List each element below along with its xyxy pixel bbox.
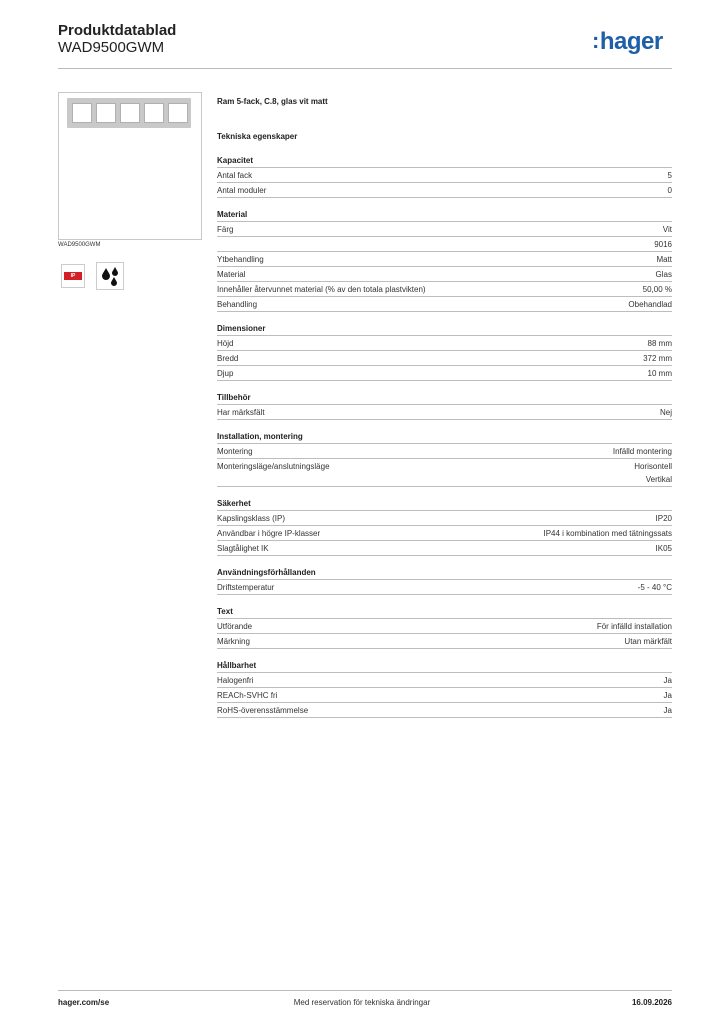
spec-label: Ytbehandling <box>217 255 264 264</box>
spec-value <box>656 512 672 525</box>
spec-section <box>217 498 672 556</box>
section-title: Användningsförhållanden <box>217 567 672 580</box>
spec-value-line: Glas <box>655 270 672 279</box>
spec-value-line: Infälld montering <box>612 447 672 456</box>
spec-row <box>217 297 672 312</box>
spec-value <box>613 445 672 458</box>
spec-section <box>217 660 672 718</box>
footer-disclaimer: Med reservation för tekniska ändringar <box>293 998 431 1007</box>
spec-section <box>217 606 672 649</box>
spec-label: Monteringsläge/anslutningsläge <box>217 462 330 471</box>
spec-value-line: Vit <box>662 225 672 234</box>
spec-value-line: Horisontell <box>634 462 672 471</box>
spec-value <box>597 620 672 633</box>
spec-row <box>217 366 672 381</box>
spec-value <box>656 268 672 281</box>
ip-rating-icon <box>61 264 85 288</box>
section-title: Installation, montering <box>217 431 672 444</box>
spec-value <box>638 581 672 594</box>
frame-slot <box>96 103 116 123</box>
product-image-code: WAD9500GWM <box>58 242 101 248</box>
spec-row <box>217 703 672 718</box>
logo-text: hager <box>599 28 663 55</box>
spec-label: Antal fack <box>217 171 253 180</box>
spec-value-line: 88 mm <box>647 339 672 348</box>
spec-row <box>217 237 672 252</box>
section-title: Text <box>217 606 672 619</box>
spec-label: RoHS-överensstämmelse <box>217 706 309 715</box>
footer-divider <box>58 990 672 991</box>
spec-value <box>656 542 672 555</box>
page-title: Produktdatablad <box>58 22 177 39</box>
spec-row <box>217 267 672 282</box>
spec-label: Djup <box>217 369 234 378</box>
spec-value-line: Vertikal <box>645 475 672 484</box>
spec-label: REACh-SVHC fri <box>217 691 278 700</box>
spec-row <box>217 541 672 556</box>
spec-value <box>634 460 672 486</box>
spec-label: Användbar i högre IP-klasser <box>217 529 321 538</box>
header-divider <box>58 68 672 69</box>
spec-value-line: Ja <box>663 691 672 700</box>
spec-value-line: 9016 <box>654 240 672 249</box>
spec-row <box>217 282 672 297</box>
spec-section <box>217 209 672 312</box>
spec-value-line: Nej <box>659 408 672 417</box>
spec-section <box>217 323 672 381</box>
spec-label: Utförande <box>217 622 253 631</box>
spec-label: Behandling <box>217 300 258 309</box>
spec-value-line: För infälld installation <box>596 622 672 631</box>
section-title: Tillbehör <box>217 392 672 405</box>
spec-label: Slagtålighet IK <box>217 544 269 553</box>
spec-value <box>648 337 672 350</box>
product-image <box>58 92 202 240</box>
spec-value-line: IP44 i kombination med tätningssats <box>543 529 672 538</box>
spec-label: Bredd <box>217 354 239 363</box>
spec-value-line: IP20 <box>655 514 672 523</box>
tech-heading: Tekniska egenskaper <box>217 132 298 141</box>
section-title: Material <box>217 209 672 222</box>
spec-label: Märkning <box>217 637 250 646</box>
spec-value-line: 0 <box>667 186 672 195</box>
footer-date: 16.09.2026 <box>631 998 672 1007</box>
frame-slot <box>120 103 140 123</box>
spec-value <box>643 283 672 296</box>
section-title: Kapacitet <box>217 155 672 168</box>
spec-label: Kapslingsklass (IP) <box>217 514 286 523</box>
frame-slot <box>168 103 188 123</box>
spec-value <box>668 169 672 182</box>
spec-row <box>217 673 672 688</box>
spec-value <box>664 689 672 702</box>
spec-row <box>217 336 672 351</box>
spec-label: Montering <box>217 447 253 456</box>
spec-value <box>656 253 672 266</box>
spec-section <box>217 392 672 420</box>
spec-value-line: Ja <box>663 676 672 685</box>
spec-label: Antal moduler <box>217 186 267 195</box>
spec-value-line: 5 <box>667 171 672 180</box>
spec-row <box>217 183 672 198</box>
spec-value-line: 50,00 % <box>642 285 672 294</box>
spec-label: Driftstemperatur <box>217 583 275 592</box>
hager-logo[interactable] <box>592 28 663 56</box>
spec-value-line: Matt <box>656 255 672 264</box>
spec-value <box>648 367 672 380</box>
spec-value <box>643 352 672 365</box>
spec-label: Innehåller återvunnet material (% av den totala plastvikten) <box>217 285 426 294</box>
spec-row <box>217 459 672 487</box>
spec-row <box>217 405 672 420</box>
spec-value-line: 372 mm <box>643 354 672 363</box>
frame-slot <box>72 103 92 123</box>
logo-colon: : <box>592 28 599 53</box>
spec-value <box>664 674 672 687</box>
footer-website-link[interactable]: hager.com/se <box>58 998 110 1007</box>
water-drops-icon <box>96 262 124 290</box>
spec-row <box>217 222 672 237</box>
spec-value-line: Ja <box>663 706 672 715</box>
spec-section <box>217 567 672 595</box>
spec-row <box>217 634 672 649</box>
spec-row <box>217 619 672 634</box>
spec-label: Höjd <box>217 339 234 348</box>
spec-value-line: -5 - 40 °C <box>637 583 672 592</box>
spec-content <box>217 95 672 718</box>
spec-value <box>660 406 672 419</box>
spec-value <box>624 635 672 648</box>
spec-value <box>654 238 672 251</box>
spec-value <box>628 298 672 311</box>
spec-row <box>217 252 672 267</box>
spec-value <box>664 704 672 717</box>
spec-value-line: 10 mm <box>647 369 672 378</box>
frame-slot <box>144 103 164 123</box>
spec-label: Har märksfält <box>217 408 265 417</box>
spec-section <box>217 155 672 198</box>
spec-value-line: Obehandlad <box>628 300 672 309</box>
spec-row <box>217 511 672 526</box>
section-title: Dimensioner <box>217 323 672 336</box>
spec-label: Material <box>217 270 246 279</box>
spec-row <box>217 688 672 703</box>
spec-value-line: Utan märkfält <box>624 637 672 646</box>
spec-value-line: IK05 <box>655 544 672 553</box>
section-title: Hållbarhet <box>217 660 672 673</box>
spec-section <box>217 431 672 487</box>
spec-value <box>668 184 672 197</box>
spec-row <box>217 580 672 595</box>
product-code-heading: WAD9500GWM <box>58 39 165 56</box>
frame-illustration <box>67 98 191 128</box>
spec-row <box>217 168 672 183</box>
spec-value <box>543 527 672 540</box>
ip-icon-tag: IP <box>64 272 82 280</box>
spec-label: Färg <box>217 225 234 234</box>
spec-row <box>217 444 672 459</box>
product-title: Ram 5-fack, C.8, glas vit matt <box>217 97 328 106</box>
spec-label: Halogenfri <box>217 676 254 685</box>
spec-row <box>217 351 672 366</box>
spec-row <box>217 526 672 541</box>
spec-value <box>663 223 672 236</box>
section-title: Säkerhet <box>217 498 672 511</box>
